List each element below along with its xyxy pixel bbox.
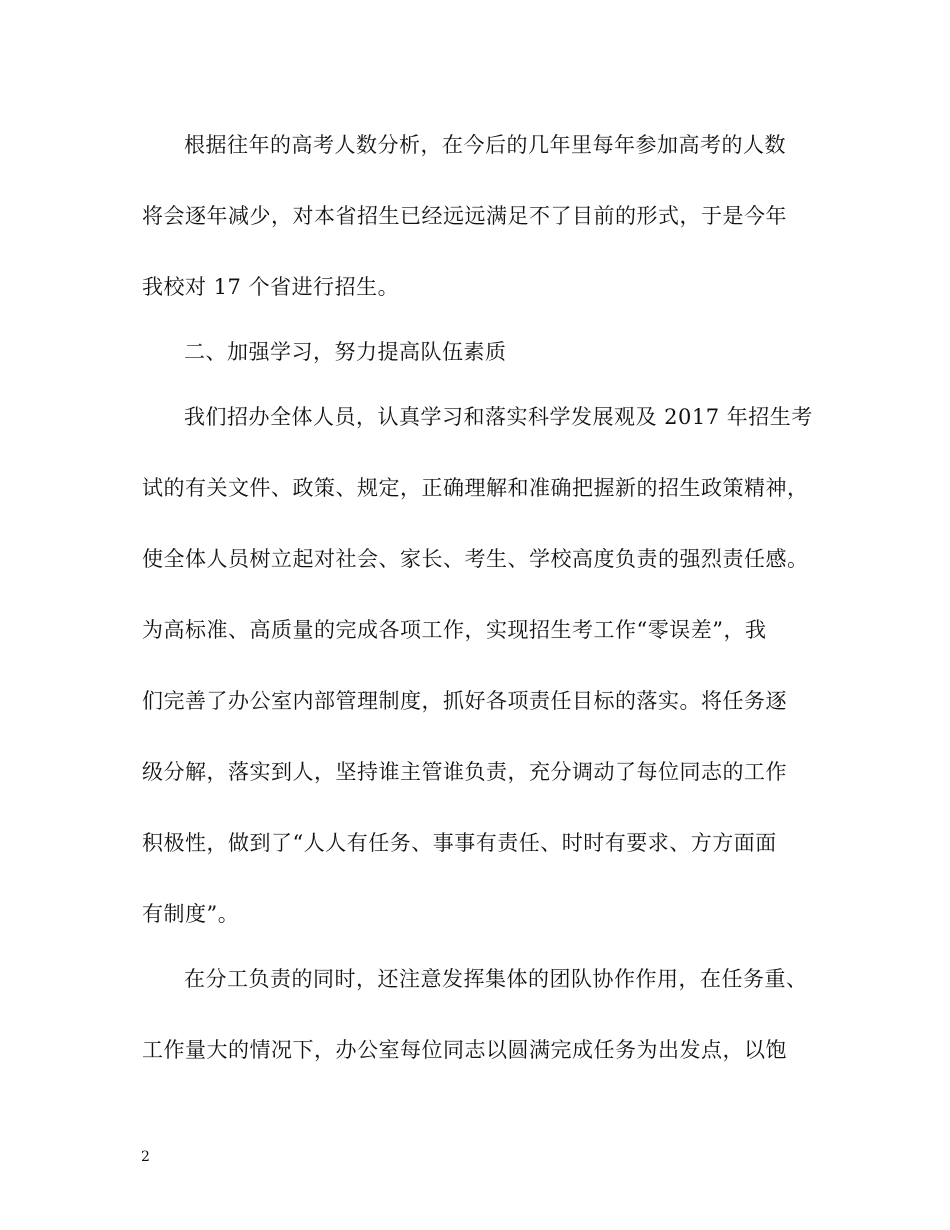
text-line: 我们招办全体人员，认真学习和落实科学发展观及 2017 年招生考 xyxy=(184,405,813,429)
text-line: 在分工负责的同时，还注意发挥集体的团队协作作用，在任务重、 xyxy=(184,967,808,991)
text-line: 级分解，落实到人，坚持谁主管谁负责，充分调动了每位同志的工作 xyxy=(142,760,787,784)
text-line: 积极性，做到了“人人有任务、事事有责任、时时有要求、方方面面 xyxy=(142,831,777,855)
text-line: 工作量大的情况下，办公室每位同志以圆满完成任务为出发点，以饱 xyxy=(142,1038,787,1062)
text-line: 使全体人员树立起对社会、家长、考生、学校高度负责的强烈责任感。 xyxy=(142,547,809,571)
text-line: 们完善了办公室内部管理制度，抓好各项责任目标的落实。将任务逐 xyxy=(142,689,787,713)
section-heading: 二、加强学习，努力提高队伍素质 xyxy=(184,340,507,364)
text-line: 我校对 17 个省进行招生。 xyxy=(142,275,400,299)
text-line: 将会逐年减少，对本省招生已经远远满足不了目前的形式，于是今年 xyxy=(142,204,787,228)
text-line: 试的有关文件、政策、规定，正确理解和准确把握新的招生政策精神， xyxy=(142,476,809,500)
text-line: 为高标准、高质量的完成各项工作，实现招生考工作“零误差”，我 xyxy=(142,618,767,642)
text-line: 有制度”。 xyxy=(142,902,240,926)
text-line: 根据往年的高考人数分析，在今后的几年里每年参加高考的人数 xyxy=(184,133,786,157)
page-number: 2 xyxy=(141,1149,150,1165)
